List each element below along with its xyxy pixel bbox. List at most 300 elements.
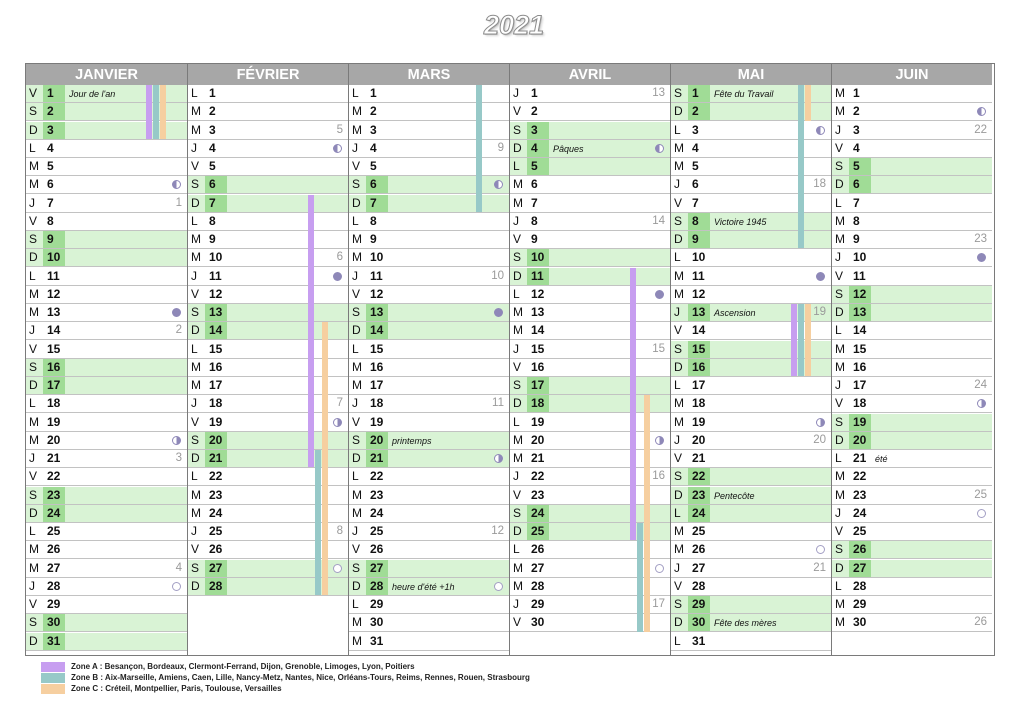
month-column-mai <box>670 64 831 655</box>
day-row <box>349 140 509 158</box>
new-moon-icon <box>655 290 664 299</box>
day-number: 7 <box>692 195 699 210</box>
day-row <box>510 122 670 140</box>
day-row <box>671 633 831 651</box>
day-event-label: été <box>875 454 888 464</box>
day-number: 14 <box>531 323 545 338</box>
weekday-letter: J <box>191 268 197 283</box>
day-number: 11 <box>853 268 866 283</box>
first-quarter-moon-icon <box>655 436 664 445</box>
day-number: 6 <box>205 176 227 193</box>
day-number: 28 <box>366 578 388 595</box>
weekday-letter: J <box>29 195 35 210</box>
weekday-letter: M <box>352 378 362 392</box>
day-row <box>26 231 187 249</box>
new-moon-icon <box>977 253 986 262</box>
day-row <box>671 195 831 213</box>
day-number: 16 <box>209 359 223 374</box>
day-row <box>349 249 509 267</box>
school-holiday-bar-zone-c <box>160 85 166 139</box>
day-number: 18 <box>692 396 706 411</box>
day-number: 3 <box>370 122 377 137</box>
day-row <box>671 158 831 176</box>
day-number: 9 <box>370 232 377 246</box>
weekday-letter: M <box>352 633 362 648</box>
day-row <box>26 560 187 578</box>
weekday-letter: D <box>191 195 200 210</box>
weekday-letter: L <box>191 86 198 100</box>
weekday-letter: M <box>352 359 362 374</box>
day-row <box>349 195 509 213</box>
day-row <box>26 432 187 450</box>
weekday-letter: L <box>513 414 520 429</box>
month-column-avril <box>509 64 670 655</box>
day-row <box>349 322 509 340</box>
month-column-juin <box>831 64 992 655</box>
day-number: 21 <box>205 450 227 467</box>
day-row <box>349 341 509 359</box>
weekday-letter: L <box>352 213 359 228</box>
weekday-letter: V <box>352 542 361 557</box>
weekday-letter: S <box>29 359 38 374</box>
weekday-letter: J <box>513 86 519 100</box>
day-number: 17 <box>527 377 549 394</box>
day-number: 3 <box>853 122 860 137</box>
week-number: 10 <box>491 269 504 282</box>
weekday-letter: S <box>191 305 200 319</box>
weekday-letter: M <box>191 250 201 265</box>
weekday-letter: M <box>191 359 201 374</box>
day-row <box>349 103 509 121</box>
day-number: 29 <box>47 597 61 611</box>
day-row <box>832 195 992 213</box>
weekday-letter: M <box>835 232 845 246</box>
day-number: 5 <box>370 159 377 173</box>
weekday-letter: S <box>674 341 683 356</box>
day-number: 26 <box>370 542 384 557</box>
weekday-letter: D <box>191 578 200 593</box>
day-number: 28 <box>531 578 545 593</box>
day-row <box>26 487 187 505</box>
day-number: 15 <box>47 341 61 356</box>
weekday-letter: M <box>352 122 362 137</box>
day-number: 14 <box>692 323 706 338</box>
weekday-letter: D <box>29 378 38 392</box>
weekday-letter: J <box>513 213 519 228</box>
weekday-letter: M <box>29 560 39 575</box>
day-row <box>349 85 509 103</box>
week-number: 18 <box>813 178 826 191</box>
day-number: 14 <box>366 322 388 339</box>
day-number: 7 <box>531 195 538 210</box>
day-number: 25 <box>692 524 706 538</box>
weekday-letter: L <box>29 268 36 283</box>
day-number: 4 <box>209 140 216 155</box>
day-number: 17 <box>370 378 384 392</box>
day-number: 13 <box>849 304 871 321</box>
day-number: 11 <box>209 268 222 283</box>
weekday-letter: J <box>835 250 841 265</box>
day-row <box>832 359 992 377</box>
day-number: 3 <box>43 122 65 139</box>
day-number: 28 <box>692 578 706 593</box>
day-number: 1 <box>853 86 860 100</box>
weekday-letter: D <box>29 122 38 137</box>
school-holiday-bar-zone-b <box>798 85 804 248</box>
day-row <box>671 286 831 304</box>
weekday-letter: M <box>513 323 523 338</box>
day-number: 9 <box>853 232 860 246</box>
weekday-letter: J <box>352 140 358 155</box>
weekday-letter: S <box>352 305 361 319</box>
day-row <box>26 633 187 651</box>
school-holiday-bar-zone-b <box>637 523 643 632</box>
day-row <box>671 377 831 395</box>
weekday-letter: L <box>352 341 359 356</box>
weekday-letter: S <box>29 104 38 119</box>
day-row <box>671 231 831 249</box>
full-moon-icon <box>816 545 825 554</box>
weekday-letter: M <box>352 487 362 502</box>
day-row <box>26 176 187 194</box>
day-row <box>188 304 348 322</box>
day-row <box>510 231 670 249</box>
day-number: 12 <box>370 286 384 301</box>
day-row <box>510 377 670 395</box>
day-number: 28 <box>205 578 227 595</box>
day-number: 12 <box>209 286 223 301</box>
day-number: 17 <box>853 378 867 392</box>
weekday-letter: D <box>29 633 38 648</box>
legend-swatch <box>41 684 65 694</box>
day-row <box>832 103 992 121</box>
day-number: 5 <box>209 159 216 173</box>
day-number: 8 <box>370 213 377 228</box>
day-number: 22 <box>688 468 710 485</box>
day-number: 25 <box>370 524 384 538</box>
day-number: 12 <box>692 286 706 301</box>
weekday-letter: D <box>513 524 522 538</box>
weekday-letter: M <box>513 305 523 319</box>
weekday-letter: M <box>29 414 39 429</box>
day-number: 5 <box>692 159 699 173</box>
week-number: 16 <box>652 470 665 483</box>
day-number: 24 <box>527 505 549 522</box>
weekday-letter: S <box>513 122 522 137</box>
day-event-label: printemps <box>392 435 432 446</box>
day-event-label: Pentecôte <box>714 490 755 501</box>
day-row <box>832 231 992 249</box>
day-number: 24 <box>43 505 65 522</box>
weekday-letter: L <box>191 469 198 484</box>
weekday-letter: V <box>513 487 522 502</box>
school-holiday-bar-zone-a <box>791 304 797 376</box>
day-number: 19 <box>692 414 706 429</box>
month-header: FÉVRIER <box>188 64 348 85</box>
day-number: 2 <box>370 104 377 119</box>
day-number: 15 <box>370 341 384 356</box>
weekday-letter: S <box>191 560 200 575</box>
day-number: 9 <box>688 231 710 248</box>
week-number: 11 <box>492 397 504 410</box>
day-number: 22 <box>209 469 223 484</box>
weekday-letter: J <box>352 524 358 538</box>
day-number: 29 <box>370 597 384 611</box>
day-row <box>671 450 831 468</box>
day-row <box>349 560 509 578</box>
day-number: 26 <box>47 542 61 557</box>
weekday-letter: L <box>352 469 359 484</box>
day-row <box>671 468 831 486</box>
day-number: 14 <box>853 323 867 338</box>
weekday-letter: M <box>513 578 523 593</box>
weekday-letter: J <box>835 122 841 137</box>
weekday-letter: D <box>352 195 361 210</box>
day-number: 1 <box>531 86 538 100</box>
weekday-letter: J <box>513 341 519 356</box>
weekday-letter: D <box>674 359 683 374</box>
last-quarter-moon-icon <box>172 180 181 189</box>
day-number: 1 <box>688 85 710 102</box>
day-row <box>671 541 831 559</box>
weekday-letter: J <box>29 323 35 338</box>
day-number: 4 <box>47 140 54 155</box>
school-holiday-bar-zone-a <box>308 195 314 468</box>
weekday-letter: V <box>29 597 38 611</box>
day-row <box>349 304 509 322</box>
weekday-letter: M <box>674 542 684 557</box>
weekday-letter: M <box>835 597 845 611</box>
day-row <box>26 322 187 340</box>
weekday-letter: D <box>352 451 361 465</box>
first-quarter-moon-icon <box>494 454 503 463</box>
day-row <box>832 468 992 486</box>
day-number: 18 <box>527 395 549 412</box>
weekday-letter: M <box>674 140 684 155</box>
day-row <box>349 395 509 413</box>
weekday-letter: M <box>835 469 845 484</box>
day-number: 16 <box>688 359 710 376</box>
day-number: 26 <box>692 542 706 557</box>
day-row <box>510 213 670 231</box>
full-moon-icon <box>655 564 664 573</box>
day-row <box>832 560 992 578</box>
day-number: 27 <box>692 560 706 575</box>
day-row <box>510 268 670 286</box>
week-number: 24 <box>974 379 987 391</box>
day-row <box>26 505 187 523</box>
new-moon-icon <box>494 308 503 317</box>
day-number: 26 <box>849 541 871 558</box>
day-number: 1 <box>43 85 65 102</box>
day-row <box>349 578 509 596</box>
day-row <box>349 432 509 450</box>
weekday-letter: D <box>513 140 522 155</box>
day-number: 10 <box>209 250 223 265</box>
weekday-letter: V <box>191 286 200 301</box>
weekday-letter: M <box>674 414 684 429</box>
school-holiday-bar-zone-b <box>476 85 482 212</box>
weekday-letter: J <box>29 451 35 465</box>
day-number: 17 <box>43 377 65 394</box>
day-row <box>832 140 992 158</box>
day-number: 6 <box>692 177 699 192</box>
day-row <box>349 487 509 505</box>
day-row <box>832 614 992 632</box>
day-row <box>188 268 348 286</box>
day-number: 14 <box>205 322 227 339</box>
month-header: AVRIL <box>510 64 670 85</box>
weekday-letter: V <box>835 268 844 283</box>
day-row <box>671 122 831 140</box>
weekday-letter: J <box>513 597 519 611</box>
weekday-letter: L <box>835 578 842 593</box>
day-row <box>671 268 831 286</box>
day-number: 8 <box>209 213 216 228</box>
day-number: 3 <box>209 122 216 137</box>
day-number: 15 <box>853 341 867 356</box>
day-number: 8 <box>47 213 54 228</box>
weekday-letter: V <box>513 615 522 630</box>
weekday-letter: D <box>674 615 683 630</box>
month-column-février <box>187 64 348 655</box>
day-number: 26 <box>209 542 223 557</box>
day-number: 23 <box>209 487 223 502</box>
day-event-label: Jour de l'an <box>69 89 116 99</box>
weekday-letter: M <box>352 104 362 119</box>
day-event-label: heure d'été +1h <box>392 581 455 592</box>
day-number: 6 <box>47 177 54 192</box>
week-number: 1 <box>175 196 182 209</box>
day-row <box>26 377 187 395</box>
day-row <box>349 596 509 614</box>
weekday-letter: M <box>513 560 523 575</box>
day-number: 27 <box>849 560 871 577</box>
day-number: 20 <box>366 432 388 449</box>
weekday-letter: S <box>674 597 683 611</box>
day-event-label: Pâques <box>553 143 584 154</box>
day-number: 24 <box>370 505 384 520</box>
day-number: 2 <box>688 103 710 120</box>
weekday-letter: L <box>674 250 681 265</box>
day-number: 30 <box>531 615 545 630</box>
weekday-letter: D <box>835 560 844 575</box>
day-number: 21 <box>853 451 867 465</box>
day-row <box>671 596 831 614</box>
day-number: 18 <box>47 396 61 411</box>
day-number: 4 <box>370 140 377 155</box>
weekday-letter: V <box>29 86 38 100</box>
day-number: 30 <box>370 615 384 630</box>
day-row <box>832 523 992 541</box>
day-number: 10 <box>853 250 867 265</box>
day-row <box>26 286 187 304</box>
first-quarter-moon-icon <box>977 399 986 408</box>
day-row <box>671 249 831 267</box>
day-number: 11 <box>527 268 549 285</box>
weekday-letter: M <box>835 86 845 100</box>
day-number: 20 <box>47 432 61 447</box>
weekday-letter: V <box>29 213 38 228</box>
day-number: 10 <box>370 250 384 265</box>
day-row <box>188 85 348 103</box>
day-number: 13 <box>47 305 61 319</box>
weekday-letter: S <box>513 378 522 392</box>
day-number: 7 <box>366 195 388 212</box>
day-row <box>832 249 992 267</box>
day-row <box>349 286 509 304</box>
weekday-letter: D <box>352 578 361 593</box>
full-moon-icon <box>333 564 342 573</box>
week-number: 22 <box>974 123 987 136</box>
day-row <box>26 578 187 596</box>
weekday-letter: M <box>191 104 201 119</box>
day-row <box>510 304 670 322</box>
weekday-letter: L <box>835 451 842 465</box>
day-row <box>349 359 509 377</box>
weekday-letter: V <box>513 104 522 119</box>
day-row <box>510 341 670 359</box>
day-row <box>671 213 831 231</box>
day-row <box>349 450 509 468</box>
day-number: 25 <box>47 524 61 538</box>
weekday-letter: J <box>352 268 358 283</box>
day-row <box>188 140 348 158</box>
day-row <box>510 103 670 121</box>
day-row <box>26 414 187 432</box>
day-row <box>832 414 992 432</box>
day-number: 10 <box>43 249 65 266</box>
day-number: 12 <box>849 286 871 303</box>
day-number: 3 <box>527 122 549 139</box>
day-number: 8 <box>688 213 710 230</box>
day-row <box>832 541 992 559</box>
day-row <box>349 541 509 559</box>
legend-text: Zone B : Aix-Marseille, Amiens, Caen, Lille, Nancy-Metz, Nantes, Nice, Orléans-Tours, Reims, Rennes, Rouen, Strasbourg <box>71 673 530 682</box>
school-holiday-bar-zone-b <box>798 304 804 376</box>
weekday-letter: M <box>835 341 845 356</box>
day-row <box>26 140 187 158</box>
new-moon-icon <box>172 308 181 317</box>
weekday-letter: M <box>674 159 684 173</box>
month-header: MARS <box>349 64 509 85</box>
day-row <box>832 158 992 176</box>
first-quarter-moon-icon <box>333 418 342 427</box>
full-moon-icon <box>494 582 503 591</box>
day-number: 2 <box>43 103 65 120</box>
day-row <box>510 158 670 176</box>
week-number: 5 <box>336 123 343 136</box>
week-number: 14 <box>652 214 665 227</box>
day-number: 7 <box>47 195 54 210</box>
day-number: 25 <box>527 523 549 540</box>
day-number: 1 <box>209 86 216 100</box>
day-number: 22 <box>370 469 384 484</box>
day-row <box>510 359 670 377</box>
day-row <box>349 231 509 249</box>
school-holiday-bar-zone-c <box>805 85 811 121</box>
day-number: 15 <box>209 341 223 356</box>
day-row <box>26 158 187 176</box>
first-quarter-moon-icon <box>172 436 181 445</box>
weekday-letter: J <box>835 378 841 392</box>
weekday-letter: L <box>29 524 36 538</box>
weekday-letter: J <box>29 578 35 593</box>
weekday-letter: V <box>835 140 844 155</box>
day-number: 22 <box>531 469 545 484</box>
full-moon-icon <box>977 509 986 518</box>
month-column-janvier <box>26 64 187 655</box>
